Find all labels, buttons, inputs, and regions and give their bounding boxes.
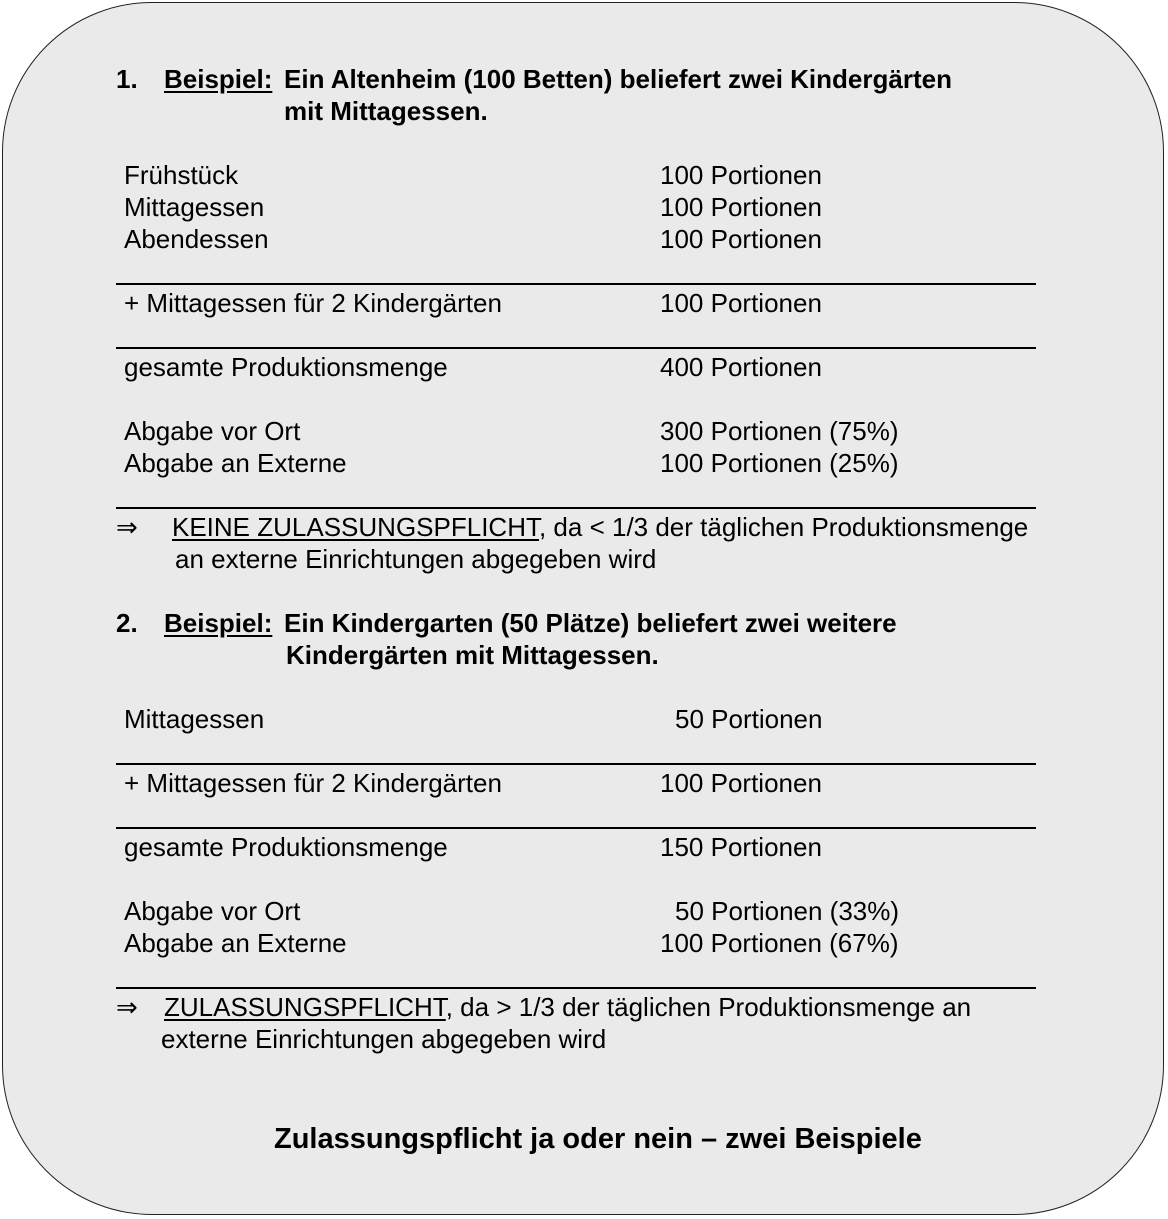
ex2-conclusion-rest: , da > 1/3 der täglichen Produktionsmenge an — [445, 992, 972, 1022]
ex1-split-label: Abgabe an Externe — [124, 448, 347, 478]
ex1-row-value: 100 Portionen — [660, 160, 822, 190]
caption: Zulassungspflicht ja oder nein – zwei Beispiele — [274, 1123, 922, 1155]
ex1-split-label: Abgabe vor Ort — [124, 416, 301, 446]
ex1-conclusion-line2: an externe Einrichtungen abgegeben wird — [175, 544, 657, 574]
ex2-conclusion-line1 — [164, 991, 971, 1023]
ex1-row-label: Frühstück — [124, 160, 239, 190]
example1-heading-line1: Ein Altenheim (100 Betten) beliefert zwei Kindergärten — [284, 64, 952, 94]
ex2-conclusion-keyword: ZULASSUNGSPFLICHT — [164, 992, 446, 1022]
divider — [116, 283, 1036, 285]
ex2-row-value: 50 Portionen — [675, 704, 823, 734]
ex2-conclusion-line2: externe Einrichtungen abgegeben wird — [161, 1024, 607, 1054]
divider — [116, 347, 1036, 349]
ex1-conclusion-keyword: KEINE ZULASSUNGSPFLICHT — [172, 512, 539, 542]
ex2-total-value: 150 Portionen — [660, 832, 822, 862]
ex2-extra-label: + Mittagessen für 2 Kindergärten — [124, 768, 502, 798]
ex1-conclusion-rest: , da < 1/3 der täglichen Produktionsmenge — [538, 512, 1029, 542]
ex1-split-value: 100 Portionen (25%) — [660, 448, 899, 478]
ex1-total-value: 400 Portionen — [660, 352, 822, 382]
ex1-total-label: gesamte Produktionsmenge — [124, 352, 448, 382]
ex2-split-value: 50 Portionen (33%) — [675, 896, 900, 926]
ex1-split-value: 300 Portionen (75%) — [660, 416, 899, 446]
ex2-split-value: 100 Portionen (67%) — [660, 928, 899, 958]
ex1-extra-label: + Mittagessen für 2 Kindergärten — [124, 288, 502, 318]
implies-arrow-icon: ⇒ — [116, 512, 138, 542]
example1-label: Beispiel: — [164, 64, 273, 94]
example2-number: 2. — [116, 608, 138, 638]
ex2-total-label: gesamte Produktionsmenge — [124, 832, 448, 862]
divider — [116, 507, 1036, 509]
example1-number: 1. — [116, 64, 138, 94]
example1-heading-line2: mit Mittagessen. — [284, 96, 488, 126]
example2-label: Beispiel: — [164, 608, 273, 638]
ex1-row-label: Mittagessen — [124, 192, 265, 222]
ex1-row-label: Abendessen — [124, 224, 269, 254]
example2-heading-line1: Ein Kindergarten (50 Plätze) beliefert zwei weitere — [284, 608, 897, 638]
ex1-row-value: 100 Portionen — [660, 192, 822, 222]
ex2-row-label: Mittagessen — [124, 704, 265, 734]
ex2-extra-value: 100 Portionen — [660, 768, 822, 798]
divider — [116, 987, 1036, 989]
ex1-row-value: 100 Portionen — [660, 224, 822, 254]
implies-arrow-icon: ⇒ — [116, 992, 138, 1022]
divider — [116, 763, 1036, 765]
divider — [116, 827, 1036, 829]
example2-heading-line2: Kindergärten mit Mittagessen. — [286, 640, 659, 670]
ex1-conclusion-line1 — [172, 511, 1028, 543]
ex2-split-label: Abgabe vor Ort — [124, 896, 301, 926]
ex2-split-label: Abgabe an Externe — [124, 928, 347, 958]
ex1-extra-value: 100 Portionen — [660, 288, 822, 318]
